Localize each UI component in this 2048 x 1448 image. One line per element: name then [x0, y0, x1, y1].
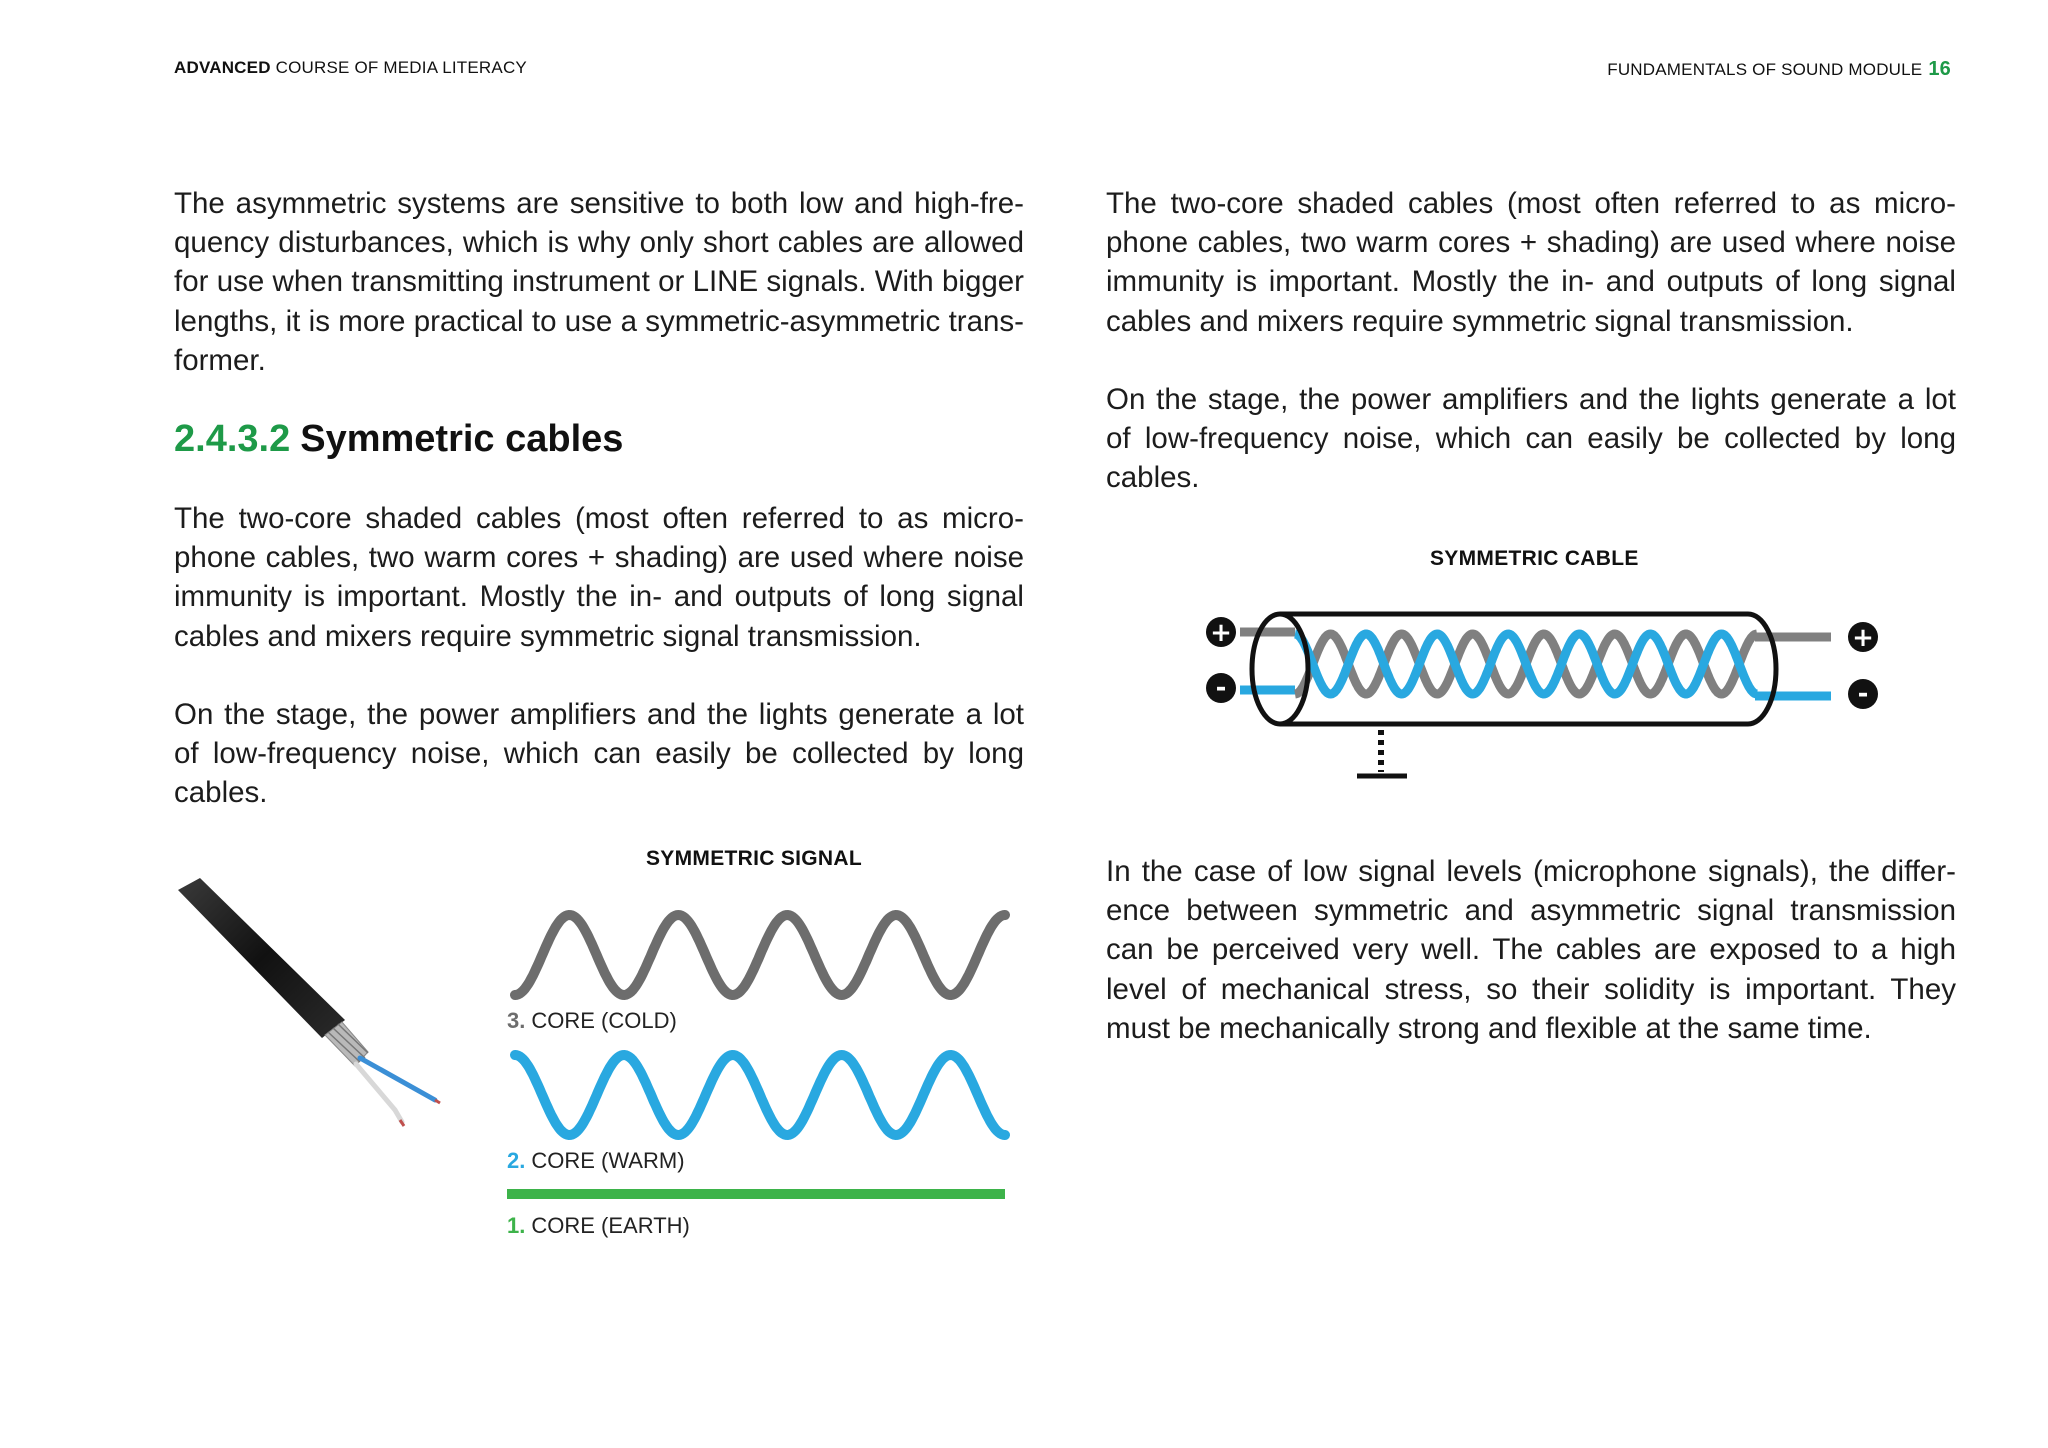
right-column-lower	[1106, 852, 1956, 1048]
symmetric-signal-title: SYMMETRIC SIGNAL	[646, 847, 862, 870]
paragraph-two-core-repeat: The two-core shaded cables (most often referred to as micro-phone cables, two warm cores + shading) are used where noise immunity is important. Mostly the in- and outputs of long signal cables and mixers require symmetric signal transmission.	[1106, 187, 1956, 338]
core-cold-text: CORE (COLD)	[531, 1008, 677, 1033]
running-header-left	[174, 58, 527, 78]
core-earth-text: CORE (EARTH)	[531, 1213, 690, 1238]
plus-symbol-left: +	[1210, 618, 1232, 648]
section-number: 2.4.3.2	[174, 418, 291, 461]
core-warm-number: 2.	[507, 1148, 526, 1173]
core-cold-number: 3.	[507, 1008, 526, 1033]
paragraph-stage-noise-repeat: On the stage, the power amplifiers and the lights generate a lot of low-frequency noise, which can easily be collected by long cables.	[1106, 382, 1956, 495]
header-course-bold: ADVANCED	[174, 58, 271, 77]
symmetric-cable-diagram	[1195, 600, 1895, 800]
left-column	[174, 184, 1024, 812]
twisted-pair	[1295, 634, 1757, 694]
minus-marker-right	[1848, 679, 1878, 709]
cable-jacket	[178, 878, 345, 1038]
plus-marker-right	[1848, 622, 1878, 653]
paragraph-signal-levels: In the case of low signal levels (microphone signals), the differ-ence between symmetric and asymmetric signal transmission can be perceived very well. The cables are exposed to a high level of mechanical stress, so their solidity is important. They must be mechanically strong and flexible at the same time.	[1106, 855, 1956, 1045]
section-heading	[174, 418, 1024, 461]
right-column	[1106, 184, 1956, 497]
paragraph-two-core: The two-core shaded cables (most often referred to as micro-phone cables, two warm cores + shading) are used where noise immunity is important. Mostly the in- and outputs of long signal cables and mixers require symmetric signal transmission.	[174, 502, 1024, 653]
symmetric-cable-title: SYMMETRIC CABLE	[1430, 547, 1639, 570]
core-cold-label	[507, 1008, 677, 1034]
cold-core-wave	[515, 915, 1005, 995]
page-number: 16	[1928, 58, 1951, 80]
paragraph-stage-noise: On the stage, the power amplifiers and the lights generate a lot of low-frequency noise, which can easily be collected by long cables.	[174, 697, 1024, 810]
running-header-right	[1607, 58, 1951, 81]
core-warm-text: CORE (WARM)	[531, 1148, 685, 1173]
core-earth-label	[507, 1213, 690, 1239]
core-warm-label	[507, 1148, 685, 1174]
minus-symbol-left: -	[1215, 673, 1227, 703]
plus-symbol-right: +	[1852, 623, 1874, 653]
core-earth-number: 1.	[507, 1213, 526, 1238]
plus-marker-left	[1206, 617, 1236, 648]
header-course-rest: COURSE OF MEDIA LITERACY	[275, 58, 527, 77]
minus-symbol-right: -	[1857, 679, 1869, 709]
warm-core-wave	[515, 1055, 1005, 1135]
cable-core-clear	[356, 1064, 402, 1122]
twisted-strand-blue	[1295, 634, 1757, 694]
minus-marker-left	[1206, 673, 1236, 703]
paragraph-asymmetric: The asymmetric systems are sensitive to both low and high-fre-quency disturbances, which is why only short cables are allowed for use when transmitting instrument or LINE signals. With bigger lengths, it is more practical to use a symmetric-asymmetric trans-former.	[174, 187, 1024, 377]
header-module: FUNDAMENTALS OF SOUND MODULE	[1607, 60, 1923, 79]
cable-photo-illustration	[170, 870, 450, 1140]
section-title: Symmetric cables	[300, 418, 624, 461]
